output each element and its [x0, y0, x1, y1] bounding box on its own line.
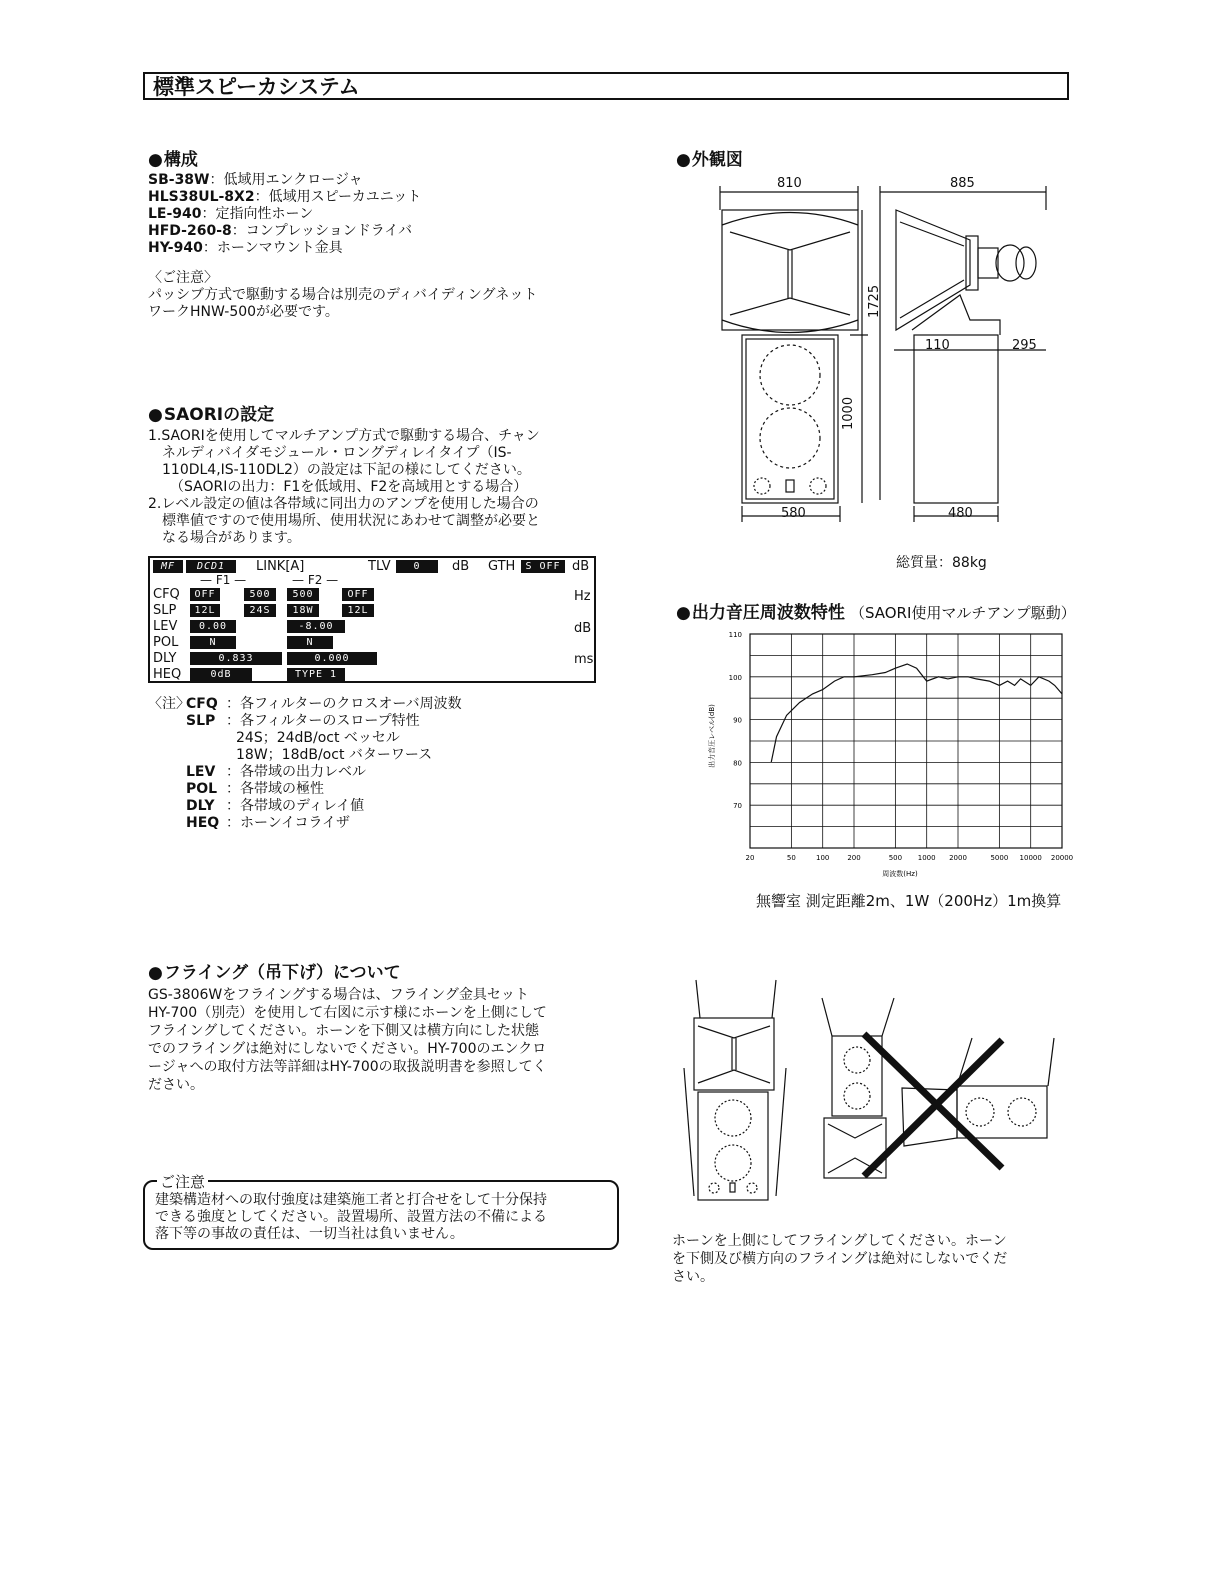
saori-line: 2.レベル設定の値は各帯域に同出力のアンプを使用した場合の: [148, 496, 539, 512]
flying-text: [148, 986, 547, 1094]
caution-box-line: 建築構造材への取付強度は建築施工者と打合せをして十分保持: [155, 1192, 547, 1208]
flying-line: ージャへの取付方法等詳細はHY-700の取扱説明書を参照してく: [148, 1059, 547, 1075]
slp-f1-high: 24S: [244, 604, 276, 617]
lev-f2: -8.00: [287, 620, 345, 633]
x-tick-label: 100: [816, 854, 830, 862]
cfq-f1-high: 500: [244, 588, 276, 601]
list-item: HFD-260-8：コンプレッションドライバ: [148, 223, 413, 239]
flying-heading: ● フライング（吊下げ）について: [148, 958, 401, 983]
list-item: HY-940：ホーンマウント金具: [148, 240, 343, 256]
dim-1000: 1000: [841, 396, 856, 430]
saori-line: （SAORIの出力：F1を低域用、F2を高域用とする場合）: [170, 479, 528, 495]
freq-heading-note: （SAORI使用マルチアンプ駆動）: [849, 604, 1076, 622]
row-label-cfq: CFQ: [153, 587, 180, 602]
saori-line: 標準値ですので使用場所、使用状況にあわせて調整が必要と: [162, 513, 540, 529]
dim-810: 810: [777, 176, 802, 191]
dim-885: 885: [950, 176, 975, 191]
slp-f2-high: 12L: [342, 604, 374, 617]
gth-label: GTH: [488, 559, 516, 574]
dim-295: 295: [1012, 338, 1037, 353]
x-tick-label: 2000: [949, 854, 967, 862]
flying-caption-line: さい。: [672, 1269, 714, 1285]
x-tick-label: 5000: [990, 854, 1009, 862]
unit-db: dB: [574, 621, 592, 636]
caution-box-text: [155, 1192, 547, 1243]
cfq-f2-low: 500: [287, 588, 319, 601]
list-item: HLS38UL-8X2：低域用スピーカユニット: [148, 189, 422, 205]
heq-f1: 0dB: [190, 668, 252, 681]
note-row: DLY ：各帯域のディレイ値: [186, 798, 365, 814]
x-axis-label: 周波数(Hz): [882, 870, 918, 878]
row-label-pol: POL: [153, 635, 179, 650]
dly-f1: 0.833: [190, 652, 282, 665]
row-label-slp: SLP: [153, 603, 177, 618]
tlv-value: 0: [396, 560, 438, 573]
page-title-box: [143, 72, 1069, 100]
list-item: SB-38W：低域用エンクロージャ: [148, 172, 363, 188]
composition-list: [148, 172, 421, 257]
caution-box: [143, 1173, 619, 1250]
dcd-badge: DCD1: [186, 560, 236, 573]
note-row: LEV ：各帯域の出力レベル: [186, 764, 366, 780]
x-tick-label: 50: [786, 854, 796, 862]
y-axis-label: 出力音圧レベル(dB): [708, 704, 716, 768]
dim-580: 580: [781, 506, 806, 521]
gth-value: S OFF: [521, 560, 565, 573]
note-row: 24S；24dB/oct ベッセル: [236, 730, 400, 746]
composition-heading: ● 構成: [148, 145, 198, 170]
y-tick-label: 80: [733, 759, 742, 768]
flying-caption: [672, 1232, 1007, 1286]
note-row: CFQ ：各フィルターのクロスオーバ周波数: [186, 696, 462, 712]
flying-caption-line: ホーンを上側にしてフライングしてください。ホーン: [672, 1233, 1007, 1249]
caution-box-title: ご注意: [157, 1171, 208, 1192]
frequency-response-chart: [700, 626, 1080, 882]
saori-notes: [186, 696, 462, 832]
total-weight: 総質量：88kg: [896, 555, 987, 571]
row-label-lev: LEV: [153, 619, 178, 634]
page-title: 標準スピーカシステム: [153, 75, 360, 99]
y-tick-label: 70: [733, 802, 742, 811]
x-tick-label: 200: [847, 854, 861, 862]
list-item: LE-940：定指向性ホーン: [148, 206, 314, 222]
caution-label: 〈ご注意〉: [148, 270, 218, 286]
note-row: POL ：各帯域の極性: [186, 781, 324, 797]
cfq-f2-high: OFF: [342, 588, 374, 601]
freq-caption: 無響室 測定距離2m、1W（200Hz）1m換算: [756, 892, 1062, 910]
lev-f1: 0.00: [190, 620, 236, 633]
saori-line: ネルディバイダモジュール・ロングディレイタイプ（IS-: [162, 445, 512, 461]
x-tick-label: 500: [888, 854, 903, 862]
row-label-dly: DLY: [153, 651, 177, 666]
x-tick-label: 10000: [1019, 854, 1042, 862]
mf-badge: MF: [153, 560, 183, 573]
dly-f2: 0.000: [287, 652, 377, 665]
slp-f1-low: 12L: [190, 604, 220, 617]
x-tick-label: 20000: [1050, 854, 1074, 862]
caution-box-line: 落下等の事故の責任は、一切当社は負いません。: [155, 1226, 464, 1242]
flying-line: HY-700（別売）を使用して右図に示す様にホーンを上側にして: [148, 1005, 547, 1021]
note-row: 18W；18dB/oct バターワース: [236, 747, 433, 763]
y-tick-label: 100: [728, 673, 742, 682]
pol-f2: N: [287, 636, 333, 649]
y-tick-label: 110: [728, 631, 742, 639]
saori-line: 110DL4,IS-110DL2）の設定は下記の様にしてください。: [162, 462, 531, 478]
x-tick-label: 20: [745, 854, 755, 862]
tlv-label: TLV: [368, 559, 391, 574]
composition-caution: [148, 270, 537, 321]
flying-line: でのフライングは絶対にしないでください。HY-700のエンクロ: [148, 1041, 547, 1057]
saori-heading: ● SAORIの設定: [148, 400, 274, 425]
dim-480: 480: [948, 506, 973, 521]
gth-unit: dB: [572, 559, 590, 574]
x-tick-label: 1000: [917, 854, 936, 862]
pol-f1: N: [190, 636, 236, 649]
exterior-drawing: [700, 170, 1060, 530]
f1-label: — F1 —: [200, 573, 247, 587]
link-label: LINK[A]: [256, 559, 305, 574]
flying-line: フライングしてください。ホーンを下側又は横方向にした状態: [148, 1023, 540, 1039]
saori-text: [148, 428, 540, 547]
cfq-f1-low: OFF: [190, 588, 220, 601]
saori-settings-panel: [148, 556, 596, 683]
y-tick-label: 90: [733, 716, 742, 725]
saori-line: 1.SAORIを使用してマルチアンプ方式で駆動する場合、チャン: [148, 428, 540, 444]
caution-box-line: できる強度としてください。設置場所、設置方法の不備による: [155, 1209, 547, 1225]
flying-line: GS-3806Wをフライングする場合は、フライング金具セット: [148, 987, 529, 1003]
exterior-heading: ● 外観図: [676, 145, 743, 170]
slp-f2-low: 18W: [287, 604, 319, 617]
freq-heading: ● 出力音圧周波数特性: [676, 603, 845, 623]
freq-heading-row: [676, 598, 1076, 623]
row-label-heq: HEQ: [153, 667, 182, 682]
saori-line: なる場合があります。: [162, 530, 301, 546]
dim-1725: 1725: [867, 284, 882, 318]
caution-line: ワークHNW-500が必要です。: [148, 304, 339, 320]
note-row: HEQ ：ホーンイコライザ: [186, 815, 351, 831]
dim-110: 110: [925, 338, 950, 353]
flying-caption-line: を下側及び横方向のフライングは絶対にしないでくだ: [672, 1251, 1008, 1267]
f2-label: — F2 —: [292, 573, 339, 587]
saori-notes-label: 〈注〉: [148, 696, 190, 712]
tlv-unit: dB: [452, 559, 470, 574]
caution-line: パッシブ方式で駆動する場合は別売のディバイディングネット: [148, 287, 538, 303]
flying-line: ださい。: [148, 1077, 204, 1093]
heq-f2: TYPE 1: [287, 668, 345, 681]
flying-illustration: [672, 978, 1082, 1214]
note-row: SLP ：各フィルターのスロープ特性: [186, 713, 420, 729]
response-curve: [771, 664, 1062, 762]
unit-ms: ms: [574, 652, 594, 667]
unit-hz: Hz: [574, 589, 591, 604]
